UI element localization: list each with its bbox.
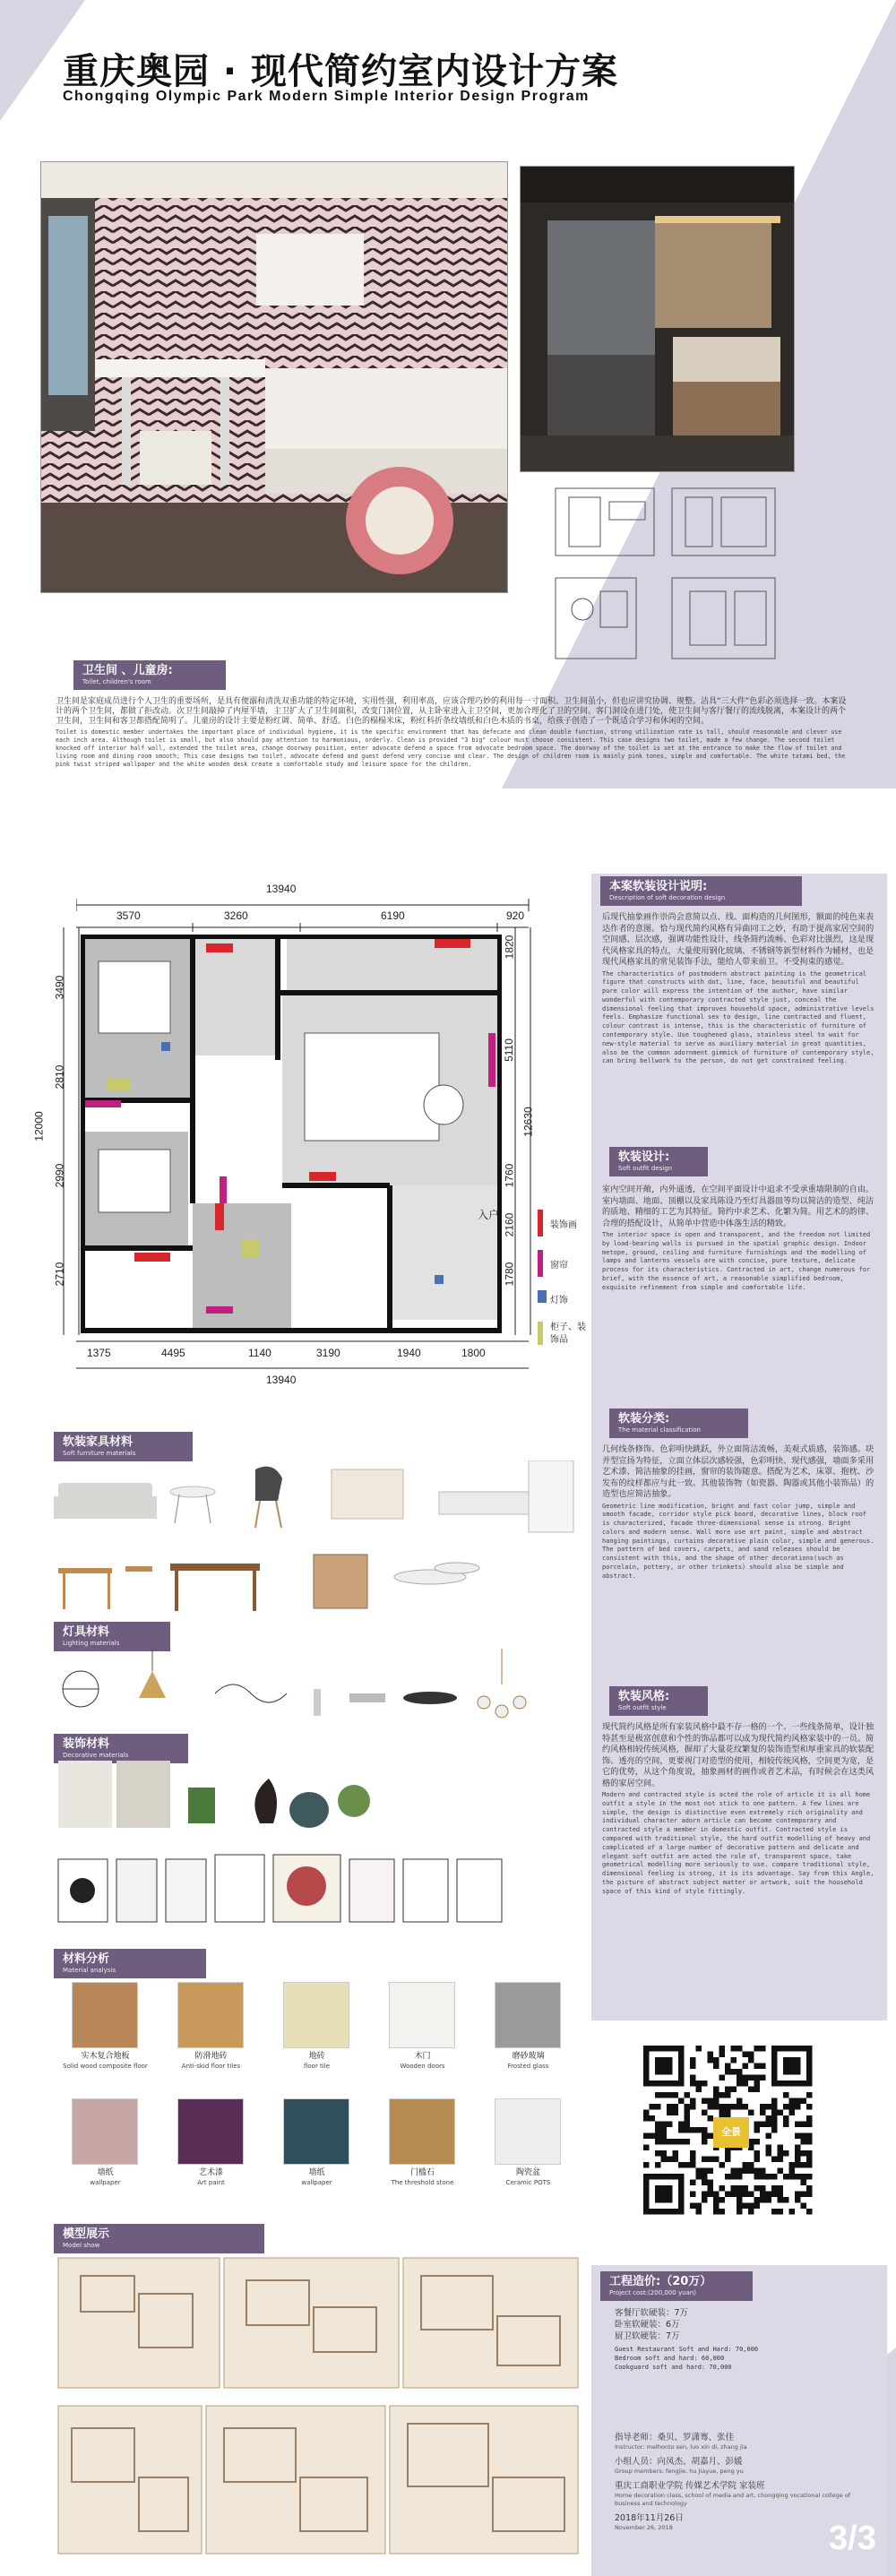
design-description-heading: 本案软装设计说明: Description of soft decoration design: [600, 876, 802, 906]
material-label: 墙纸 wallpaper: [90, 2168, 121, 2186]
model-photos: [54, 2253, 582, 2558]
page-subtitle: Chongqing Olympic Park Modern Simple Interior Design Program: [63, 89, 590, 104]
page-title: 重庆奥园 · 现代简约室内设计方案: [63, 51, 619, 92]
material-label: 磨砂玻璃 Frosted glass: [507, 2052, 549, 2070]
toilet-children-text-cn: 卫生间是家庭成员进行个人卫生的重要场所，是具有便溺和清洗双重功能的特定环境，实用性强，利用率高，应该合理巧妙的利用每一寸面积。卫生间虽小，但也应讲究协调、规整。洁具“三大件”色彩必须选择一致。本案设计的两个卫生间，都做了拒改动。次卫生间敲掉了内厘半墙，主卫扩大了卫生间面积，改变门洞位置，从主卧室进入主卫空间，更加合理化了卫的空间。客门洞设在进门处，使卫生间与客厅餐厅的流线脱离，本案设计的两个卫生间，卫生间和客卫都搭配简明了。儿童房的设计主要是粉红调、简单、舒适。白色的榻榻米床，粉红科折条纹墙纸和白色木质的书桌，给孩子创造了一个既适合学习和休闲的空间。: [56, 697, 847, 726]
dim-left-1: 3490: [53, 975, 66, 1000]
soft-outfit-style-heading: 软装风格: Soft outfit style: [609, 1686, 708, 1716]
floor-plan: [31, 883, 587, 1411]
legend-item-decor-painting: 装饰画: [538, 1210, 591, 1245]
toilet-children-text-en: Toilet is domestic member undertakes the important place of individual hygiene, it is the specific environment that has defecate and clean double function, strong utilization rate is tall, should reasonable and clever use each inch area. Although toilet is small, but also should pay attention to harmonious, orderly. Clean is provided "3 big" colour must choose consistent. This case designs two toilet, made a few change. The second toilet knocked off interior half wall, extended the toilet area, change doorway position, enter advocate defend a space from advocate bedroom space. The doorway of the toilet is set at the entrance to make the flow of toilet and living room and dining room smooth; This case designs two toilet, advocate defend and guest defend very concise and clear. The design of children room is mainly pink tones, simple and comfortable. The white tatami bed, the pink twist striped wallpaper and the white wooden desk create a comfortable study and leisure space for the children.: [56, 728, 846, 768]
legend-item-cabinet: 柜子、装饰品: [538, 1322, 591, 1362]
bathroom-photo: [520, 166, 795, 472]
qr-center-label: 全景: [713, 2117, 749, 2148]
dim-bottom-1: 1375: [87, 1347, 111, 1359]
bathroom-cad-drawings: [538, 475, 788, 676]
dim-left-total: 12000: [32, 1111, 46, 1142]
material-swatch: [177, 1982, 244, 2048]
material-swatch: [495, 1982, 561, 2048]
dim-bottom-5: 1940: [397, 1347, 421, 1359]
material-swatch: [283, 1982, 349, 2048]
sofa: [54, 1483, 157, 1519]
soft-outfit-design-text: 室内空间开敞，内外通透，在空间平面设计中追求不受承重墙限制的自由。室内墙面、地面、顶棚以及家具陈设乃至灯具器皿等均以简洁的造型、纯洁的质地、精细的工艺为其特征。简约中求艺术、化繁为简。用艺术的韵律、合理的搭配设计，从简单中营造中体落生活的精致。 The interior space is open and transparent, and the freedom not limited by load-bearing walls is pursued in the spatial graphic design. Indoor metope, ground, ceiling and furniture furnishings and the modelling of lamps and lanterns vessels are with concise, pure texture, delicate process for its characteristics. Contracted in art, change numerous for brief, with the essence of art, a reasonable simplified bedroom, exquisite refinement from simple and comfortable life.: [602, 1185, 874, 1291]
dim-top-total: 13940: [266, 883, 297, 895]
qr-code: [643, 2046, 818, 2220]
material-classification-text: 几何线条修饰、色彩明快跳跃，外立面简洁流畅，美观式质感，装饰感。块并型宣扬为特征，立面立体层次感较强，色彩明快、现代感强，墙面多采用艺术漆、简洁抽象的挂画，窗帘的装饰随意。搭配为艺术，床罩、抱枕、沙发布的纹样都应与此一致。其他装饰物（如瓷器、陶器或其他小装饰品）的造型也应简洁抽象。 Geometric line modification, bright and fast color jump, simple and smooth facade, corridor style pick board, decorative lines, block roof is characterized, facade three-dimensional sense is strong. Bright colors and modern sense. Wall more use art paint, simple and abstract hanging paintings, curtains decorative plain color, simple and generous. The pattern of bed covers, carpets, and sand releases should be consistent with this, and the shape of other decorations(such as porcelain, pottery, or other trinkets) should also be simple and abstract.: [602, 1444, 874, 1580]
material-label: 木门 Wooden doors: [400, 2052, 445, 2070]
project-cost-items: 客餐厅软硬装：7万 卧室软硬装：6万 厨卫软硬装：7万 Guest Restaurant Soft and Hard: 70,000 Bedroom soft and hard: 60,000 Cookguard soft and hard: 70,000: [615, 2308, 759, 2371]
decoration-items: [54, 1761, 582, 1931]
children-room-photo: [40, 161, 508, 593]
design-description-text: 后现代抽象画作崇尚会意简以点、线、面构造的几何图形，额面的纯色来表达作者的意图。恰与现代简约风格有异曲同工之妙，有助于提高家居空间的空间感、层次感，强调功能性设计，线条简约流畅、色彩对比强烈，这是现代风格家具的特点，大量使用钢化玻璃、不锈钢等新型材料作为辅材，也是现代风格家具的常见装饰手法，能给人带来前卫、不受拘束的感觉。 The characteristics of postmodern abstract painting is the geometrical figure that constructs with dot, line, face, beautiful and beautiful pure color will express the intention of the author, have similar wonderful with contemporary contracted style just, conceal the dimensional feeling that improves household space, administrative levels feels. Emphasize functional sex to design, line contracted and fluent, colour contrast is intense, this is the characteristic of furniture of contemporary style. Use toughened glass, stainless steel to wait for new-style material to serve as auxiliary material in great quantities, also be the common adornment gimmick of furniture of contemporary style, can bring bellwork to the person, do not get constrained feeling.: [602, 912, 874, 1065]
dim-right-1: 1820: [503, 935, 516, 960]
furniture-items: [54, 1460, 582, 1622]
dim-right-5: 1780: [503, 1262, 516, 1287]
lighting-items: [54, 1649, 582, 1734]
lighting-heading: 灯具材料 Lighting materials: [54, 1622, 170, 1651]
material-swatch: [495, 2098, 561, 2165]
furniture-heading: 软装家具材料 Soft furniture materials: [54, 1432, 193, 1461]
material-label: 门槛石 The threshold stone: [391, 2168, 454, 2186]
dim-right-total: 12630: [521, 1107, 535, 1137]
soft-outfit-style-text: 现代简约风格是所有家装风格中最不存一格的一个。一些线条简单，设计独特甚至是极富创意和个性的饰品都可以成为现代简约风格家装中的一员。简约风格相较传统风格，摒却了大量花纹繁复的装饰造型和厚重家具的软装配饰。透亮的空间，更要视门对造型的使用，相较传统风格，空间更为宽，是它的优势，从这个角度说，抽象画材的画作或者艺术品，有时候会在这类风格的家居空间。 Modern and contracted style is acted the role of article it is all home outfit a style in the most not stick to one pattern. A few lines are simple, the design is distinctive even extremely rich originality and individual character adorn article can become contemporary and contracted style a member in domestic outfit. Contracted style is compared with traditional style, the hard outfit modelling of heavy and complicated of a large number of decorative pattern and delicate and elegant soft outfit are acted the role of, transparent space, take geometrical modelling more seriously to use. compare traditional style, dimensional feeling is strong, it is its advantage. Say from this Angle, the picture of abstract subject matter or artwork, suit the household space of this kind of style fittingly.: [602, 1722, 874, 1895]
material-label: 艺术漆 Art paint: [197, 2168, 225, 2186]
toilet-children-description: [56, 697, 849, 769]
material-label: 防滑地砖 Anti-skid floor tiles: [181, 2052, 241, 2070]
material-swatch: [72, 1982, 138, 2048]
project-cost-heading: 工程造价:（20万） Project cost:(200,000 yuan): [600, 2271, 753, 2301]
page-number: 3/3: [829, 2520, 876, 2557]
dim-left-3: 2990: [53, 1163, 66, 1188]
dim-top-3: 6190: [381, 909, 405, 922]
dim-top-1: 3570: [116, 909, 141, 922]
entrance-label: 入户: [478, 1209, 500, 1221]
material-swatch: [177, 2098, 244, 2165]
dim-bottom-4: 3190: [316, 1347, 340, 1359]
material-swatch: [72, 2098, 138, 2165]
material-label: 陶瓷盆 Ceramic POTS: [505, 2168, 551, 2186]
soft-outfit-design-heading: 软装设计: Soft outfit design: [609, 1147, 708, 1176]
dim-bottom-6: 1800: [461, 1347, 486, 1359]
toilet-children-heading: [73, 660, 226, 690]
credits: 指导老师：桑贝、罗潇骞、张佳 Instructor: melhonto sen, luo xin di, zhang jia 小组人员：向凤杰、胡嘉月、彭媛 Group members: fengjie, hu Jiayue, peng yu 重庆工商职业学院 传媒艺术学院 家装班 Home decoration class, school of media and art, chongqing vocational college of business and technology 2018年11月26日 November 26, 2018: [615, 2433, 851, 2531]
material-label: 实木复合地板 Solid wood composite floor: [63, 2052, 148, 2070]
dim-top-4: 920: [506, 909, 525, 922]
material-swatch: [283, 2098, 349, 2165]
legend-item-lighting: 灯饰: [538, 1290, 591, 1317]
dim-top-2: 3260: [224, 909, 248, 922]
dim-left-2: 2810: [53, 1064, 66, 1090]
models-heading: 模型展示 Model show: [54, 2224, 264, 2253]
dim-left-4: 2710: [53, 1262, 66, 1287]
material-swatch: [389, 1982, 455, 2048]
dim-right-4: 2160: [503, 1212, 516, 1237]
dim-bottom-total: 13940: [266, 1374, 297, 1386]
dim-right-2: 5110: [502, 1038, 515, 1062]
floor-plan-drawing: [81, 935, 502, 1333]
dim-right-3: 1760: [503, 1163, 516, 1188]
material-swatch: [389, 2098, 455, 2165]
material-classification-heading: 软装分类: The material classification: [609, 1409, 748, 1438]
toilet-children-heading-cn: 卫生间 、儿童房:: [82, 664, 173, 677]
dim-bottom-3: 1140: [248, 1347, 271, 1359]
materials-grid: [54, 1982, 582, 2206]
legend-item-curtain: 窗帘: [538, 1250, 591, 1286]
dim-bottom-2: 4495: [161, 1347, 185, 1359]
toilet-children-heading-en: Toilet, children's room: [82, 678, 151, 685]
decoration-heading: 装饰材料 Decorative materials: [54, 1734, 188, 1763]
materials-heading: 材料分析 Material analysis: [54, 1949, 206, 1978]
material-label: 墙纸 wallpaper: [301, 2168, 332, 2186]
material-label: 地砖 floor tile: [303, 2052, 331, 2070]
